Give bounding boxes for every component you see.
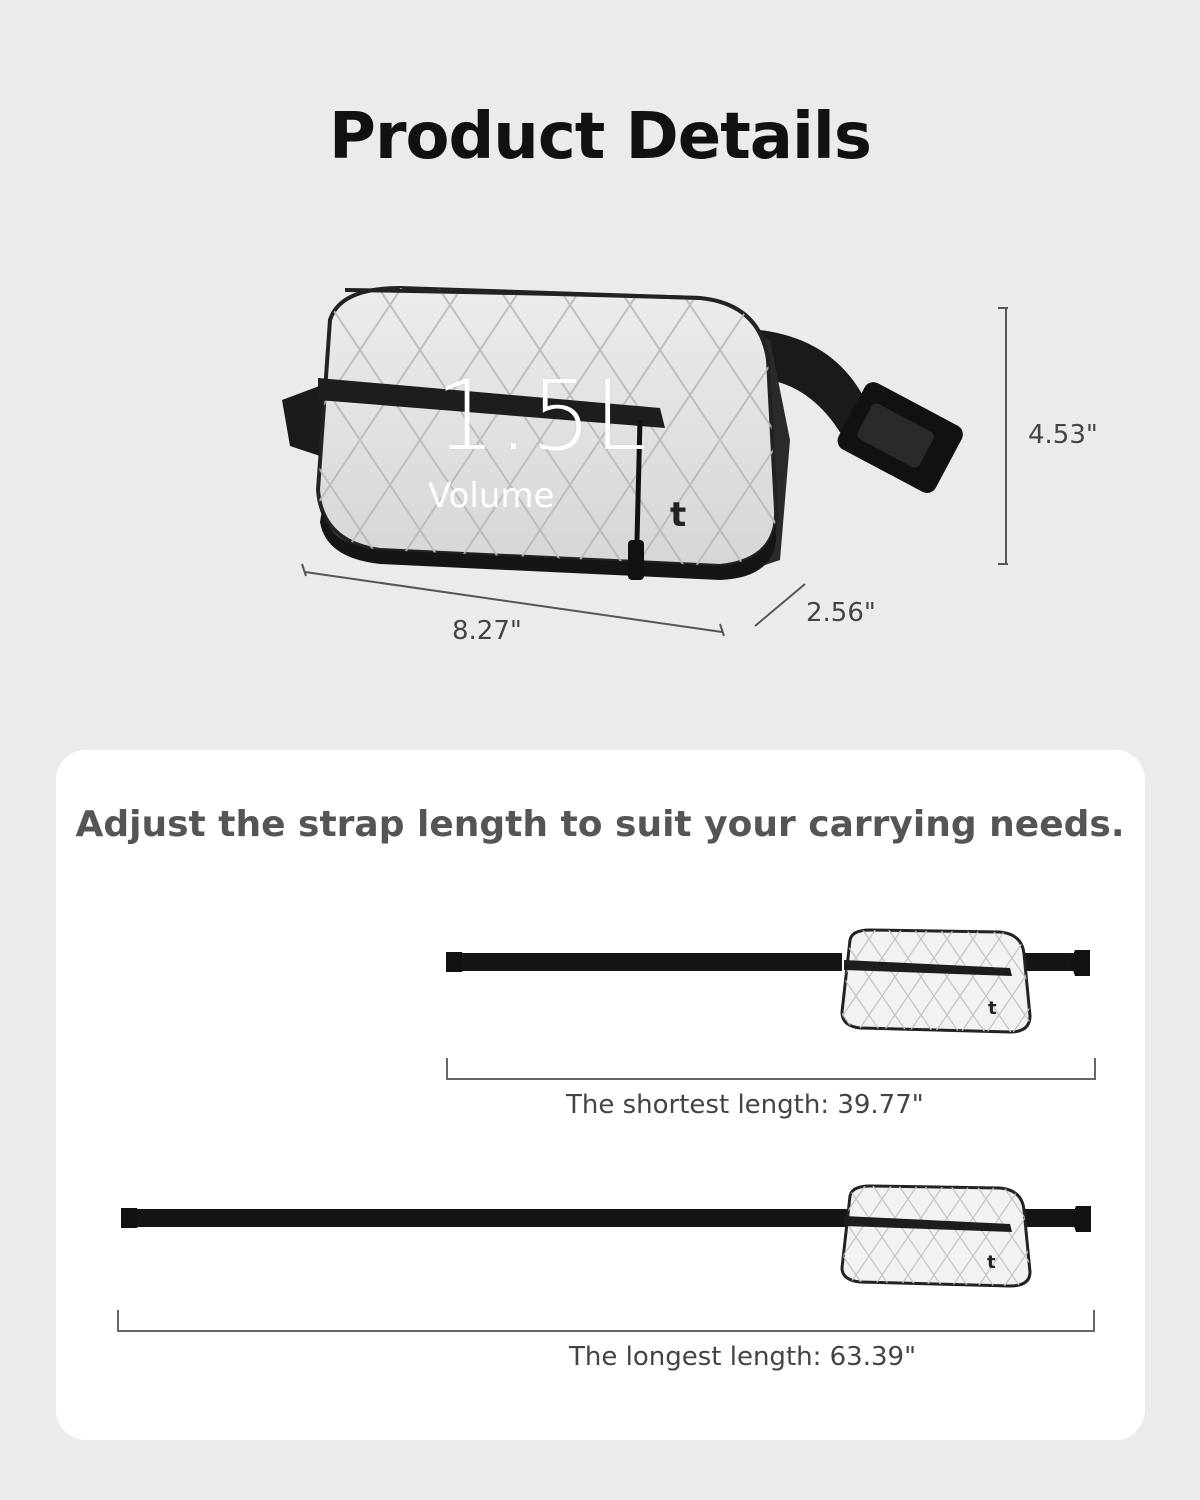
longest-length-line bbox=[116, 1310, 1096, 1334]
svg-text:t: t bbox=[987, 1252, 996, 1273]
page-title: Product Details bbox=[329, 100, 871, 174]
strap-heading: Adjust the strap length to suit your carrying needs. bbox=[75, 804, 1125, 845]
volume-value: 1.5L bbox=[435, 360, 650, 472]
shortest-length-label: The shortest length: 39.77" bbox=[566, 1090, 924, 1120]
longest-length-label: The longest length: 63.39" bbox=[569, 1342, 917, 1372]
longest-strap-illustration bbox=[115, 1180, 1100, 1290]
volume-label: Volume bbox=[428, 476, 555, 516]
depth-dimension: 2.56" bbox=[806, 598, 876, 628]
width-dimension: 8.27" bbox=[452, 616, 522, 646]
height-dimension: 4.53" bbox=[1028, 420, 1098, 450]
svg-text:t: t bbox=[988, 998, 997, 1019]
svg-text:t: t bbox=[670, 495, 687, 535]
shortest-length-line bbox=[445, 1058, 1097, 1082]
depth-line bbox=[755, 584, 805, 626]
shortest-strap-illustration bbox=[440, 920, 1100, 1040]
